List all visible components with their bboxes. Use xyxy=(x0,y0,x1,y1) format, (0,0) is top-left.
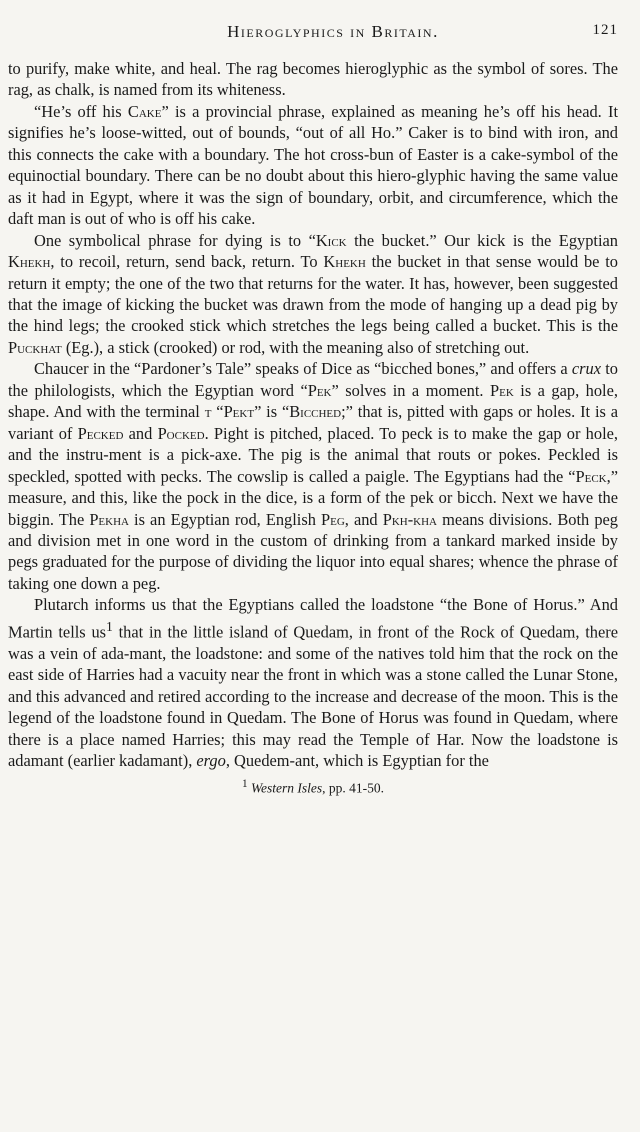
text-run: ” is a provincial phrase, explained as meaning he’s off his head. It signifies he’s loose-witted, out of bounds, “out of all Ho.” Caker is to bind with iron, and this connects the cake with a boundary. The hot cross-bun of Easter is a cake-symbol of the equinoctial boundary. There can be no doubt about this hiero-glyphic having the same value as it had in Egypt, where it was the sign of boundary, orbit, and circumference, which the daft man is out of who is off his cake. xyxy=(8,101,618,229)
text-run: ,” measure, and this, like the pock in the dice, is a form of the pek or bicch. Next we have the biggin. The xyxy=(8,466,618,529)
text-run: , and xyxy=(344,509,383,529)
text-run: ” is “ xyxy=(254,402,290,422)
small-caps-term: Pek xyxy=(490,380,514,400)
small-caps-term: Peg xyxy=(321,509,345,529)
italic-term: crux xyxy=(571,359,602,379)
text-run: that in the little island of Quedam, in front of the Rock of Quedam, there was a vein of ada-mant, the loadstone: and some of the natives told him that the rock on the east side of Harries had a vacuity near the front in which was a stone called the Lunar Stone, and this advanced and retired according to the increase and decrease of the moon. This is the legend of the loadstone found in Quedam. The Bone of Horus was found in Quedam, where there is a place named Harries; this may read the Temple of Har. Now the loadstone is adamant (earlier kadamant), xyxy=(8,622,618,770)
paragraph xyxy=(8,58,618,101)
text-run: Plutarch informs us that the Egyptians called the loadstone “the Bone of Horus.” And Martin tells us xyxy=(8,595,618,642)
text-run: , to recoil, return, send back, return. To xyxy=(50,252,324,272)
italic-term: ergo xyxy=(196,750,226,770)
footnote xyxy=(8,775,618,798)
small-caps-term: Kick xyxy=(315,230,347,250)
small-caps-term: Pecked xyxy=(77,423,124,443)
body-text xyxy=(8,58,618,771)
footnote-reference: 1 xyxy=(106,618,113,634)
footnote-marker: 1 xyxy=(242,778,248,791)
small-caps-term: Pekt xyxy=(223,402,255,422)
text-run: One symbolical phrase for dying is to “ xyxy=(34,230,316,250)
paragraph xyxy=(8,358,618,594)
text-run: “He’s off his xyxy=(34,101,128,121)
text-run: ” solves in a moment. xyxy=(331,380,490,400)
page-number: 121 xyxy=(592,22,618,38)
small-caps-term: Pkh-kha xyxy=(382,509,437,529)
text-run: is an Egyptian rod, English xyxy=(128,509,322,529)
small-caps-term: Khekh xyxy=(8,252,51,272)
text-run: (Eg.), a stick (crooked) or rod, with the meaning also of stretching out. xyxy=(61,337,530,357)
small-caps-term: t xyxy=(204,402,212,422)
paragraph xyxy=(8,101,618,230)
small-caps-term: Pocked xyxy=(157,423,205,443)
text-run: the bucket in that sense would be to return it empty; the one of the two that returns for the water. It has, however, been suggested that the image of kicking the bucket was drawn from the mode of hanging up a dead pig by the hind legs; the crooked stick which stretches the legs being called a bucket. This is the xyxy=(8,252,618,336)
small-caps-term: Bicched xyxy=(289,402,342,422)
footnote-pages: , pp. 41-50. xyxy=(322,780,384,796)
small-caps-term: Khekh xyxy=(323,252,366,272)
small-caps-term: Peck xyxy=(575,466,607,486)
text-run: , Quedem-ant, which is Egyptian for the xyxy=(225,750,489,770)
page-header xyxy=(8,22,618,46)
footnote-source: Western Isles xyxy=(251,780,323,796)
text-run: to the philologists, which the Egyptian word “ xyxy=(8,359,618,400)
small-caps-term: Pekha xyxy=(89,509,129,529)
text-run: . Pight is pitched, placed. To peck is to make the gap or hole, and the instru-ment is a pick-axe. The pig is the animal that routs or pokes. Peckled is speckled, spotted with pecks. The cowslip is called a paigle. The Egyptians had the “ xyxy=(8,423,618,486)
small-caps-term: Puckhat xyxy=(8,337,62,357)
text-run: the bucket.” Our kick is the Egyptian xyxy=(346,230,618,250)
text-run: is a gap, hole, shape. And with the terminal xyxy=(8,380,618,422)
paragraph xyxy=(8,594,618,771)
small-caps-term: Pek xyxy=(307,380,332,400)
small-caps-term: Cake xyxy=(127,101,162,121)
text-run: to purify, make white, and heal. The rag becomes hieroglyphic as the symbol of sores. The rag, as chalk, is named from its whiteness. xyxy=(8,59,618,100)
text-run: and xyxy=(123,423,158,443)
text-run: Chaucer in the “Pardoner’s Tale” speaks of Dice as “bicched bones,” and offers a xyxy=(34,359,572,379)
paragraph xyxy=(8,230,618,359)
text-run: “ xyxy=(211,402,224,422)
running-title: Hieroglyphics in Britain. xyxy=(227,22,439,41)
text-run: ;” that is, pitted with gaps or holes. It is a variant of xyxy=(8,402,618,443)
text-run: means divisions. Both peg and division met in one word in the custom of drinking from a tankard marked inside by pegs graduated for the purpose of dividing the liquor into equal shares; whence the phrase of taking one down a peg. xyxy=(8,509,618,593)
